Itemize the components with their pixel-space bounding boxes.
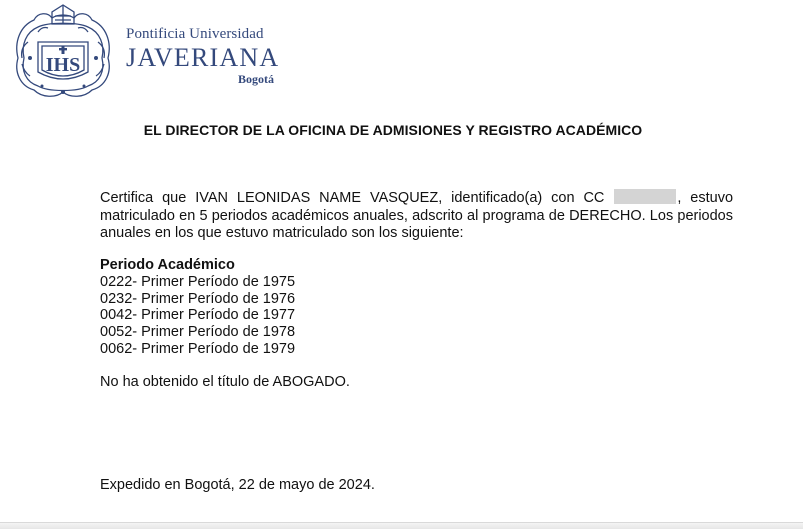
university-city: Bogotá bbox=[238, 72, 274, 86]
page-bottom-edge bbox=[0, 522, 803, 529]
academic-periods-section bbox=[100, 257, 295, 358]
redacted-id-number bbox=[614, 189, 676, 204]
document-title: EL DIRECTOR DE LA OFICINA DE ADMISIONES Y REGISTRO ACADÉMICO bbox=[143, 122, 643, 138]
university-name-line2: JAVERIANA bbox=[126, 43, 280, 72]
certification-text-end: , estuvo matriculado en 5 periodos académicos anuales, adscrito al programa de DERECHO. Los periodos anuales en los que estuvo matriculado son los siguiente: bbox=[100, 190, 734, 242]
periods-heading: Periodo Académico bbox=[100, 257, 235, 273]
periods-list bbox=[100, 274, 295, 358]
no-degree-statement: No ha obtenido el título de ABOGADO. bbox=[100, 374, 350, 390]
issue-date-statement: Expedido en Bogotá, 22 de mayo de 2024. bbox=[100, 477, 375, 493]
period-item: 0042- Primer Período de 1977 bbox=[100, 307, 296, 324]
period-item: 0062- Primer Período de 1979 bbox=[100, 340, 296, 357]
period-item: 0222- Primer Período de 1975 bbox=[100, 273, 296, 290]
certification-paragraph bbox=[100, 189, 733, 243]
university-name-block bbox=[126, 26, 278, 86]
university-name-line1: Pontificia Universidad bbox=[126, 26, 264, 42]
period-item: 0052- Primer Período de 1978 bbox=[100, 324, 296, 341]
university-crest-logo bbox=[8, 2, 118, 100]
crest-monogram: IHS bbox=[45, 54, 81, 76]
certification-text-start: Certifica que IVAN LEONIDAS NAME VASQUEZ, identificado(a) con CC bbox=[100, 190, 614, 206]
period-item: 0232- Primer Período de 1976 bbox=[100, 290, 296, 307]
